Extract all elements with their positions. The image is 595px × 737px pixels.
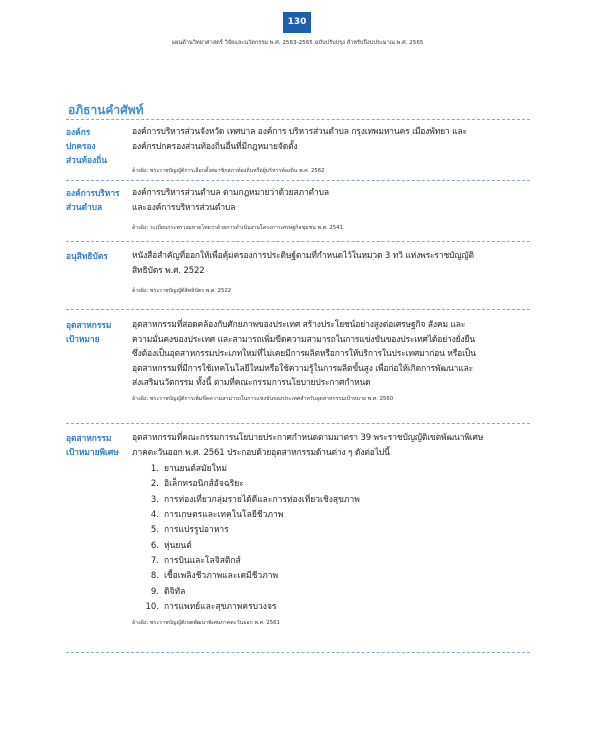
definition-line: ส่งเสริมนวัตกรรม ทั้งนี้ ตามที่คณะกรรมการนโยบายประกาศกำหนด — [132, 378, 371, 389]
page-number: 130 — [283, 12, 311, 33]
term-line: อุตสาหกรรม — [66, 320, 112, 330]
list-item-number: 9. — [150, 586, 159, 597]
list-item — [132, 539, 530, 554]
list-item-number: 2. — [150, 479, 159, 490]
term-line: อนุสิทธิบัตร — [66, 251, 108, 261]
glossary-definition — [132, 186, 530, 232]
list-item — [132, 493, 530, 508]
list-item-number: 3. — [150, 494, 159, 505]
definition-line: สิทธิบัตร พ.ศ. 2522 — [132, 265, 205, 276]
running-header: แผนด้านวิทยาศาสตร์ วิจัยและนวัตกรรม พ.ศ. 2563-2565 ฉบับปรับปรุง สำหรับปีงบประมาณ พ.ศ. 2565 — [171, 40, 424, 46]
list-item-text: เชื้อเพลิงชีวภาพและเคมีชีวภาพ — [164, 571, 279, 582]
glossary-definition — [132, 249, 530, 295]
list-item-number: 1. — [150, 464, 159, 475]
glossary-term — [66, 431, 128, 459]
term-line: ปกครอง — [66, 141, 96, 151]
definition-line: อุตสาหกรรมที่คณะกรรมการนโยบายประกาศกำหนดตามมาตรา 39 พระราชบัญญัติเขตพัฒนาพิเศษ — [132, 433, 484, 443]
list-item — [132, 523, 530, 538]
section-divider — [66, 119, 530, 120]
glossary-term — [66, 125, 128, 167]
list-item-text: อิเล็กทรอนิกส์อัจฉริยะ — [164, 479, 244, 490]
list-item-text: ดิจิทัล — [164, 586, 186, 597]
term-line: องค์การบริหาร — [66, 188, 120, 198]
term-line: ส่วนท้องถิ่น — [66, 155, 107, 165]
definition-line: องค์การบริหารส่วนจังหวัด เทศบาล องค์การ บริหารส่วนตำบล กรุงเทพมหานคร เมืองพัทยา และ — [132, 127, 467, 137]
definition-line: องค์กรปกครองส่วนท้องถิ่นอื่นที่มีกฎหมายจัดตั้ง — [132, 141, 298, 152]
list-item-number: 5. — [150, 525, 159, 536]
definition-line: หนังสือสำคัญที่ออกให้เพื่อคุ้มครองการประดิษฐ์ตามที่กำหนดไว้ในหมวด 3 ทวิ แห่งพระราชบัญญัติ — [132, 251, 474, 261]
term-line: อุตสาหกรรม — [66, 433, 112, 443]
list-item — [132, 569, 530, 584]
list-item-text: การแพทย์และสุขภาพครบวงจร — [164, 601, 277, 612]
glossary-definition — [132, 318, 530, 403]
list-item-number: 10. — [145, 601, 159, 612]
reference-note: อ้างอิง: พระราชบัญญัติเขตพัฒนาพิเศษภาคตะวันออก พ.ศ. 2561 — [132, 620, 280, 627]
list-item-number: 4. — [150, 510, 159, 521]
reference-note: อ้างอิง: พระราชบัญญัติสิทธิบัตร พ.ศ. 2522 — [132, 288, 232, 295]
list-item-text: ยานยนต์สมัยใหม่ — [164, 464, 228, 475]
list-item-number: 8. — [150, 571, 159, 582]
list-item — [132, 477, 530, 492]
list-item — [132, 554, 530, 569]
term-line: องค์กร — [66, 127, 91, 137]
list-item-text: การท่องเที่ยวกลุ่มรายได้ดีและการท่องเที่ยวเชิงสุขภาพ — [164, 494, 360, 505]
definition-line: และองค์การบริหารส่วนตำบล — [132, 202, 236, 213]
list-item-text: การเกษตรและเทคโนโลยีชีวภาพ — [164, 510, 284, 521]
entry-divider — [66, 309, 530, 310]
definition-line: ภาคตะวันออก พ.ศ. 2561 ประกอบด้วยอุตสาหกรรมด้านต่าง ๆ ดังต่อไปนี้ — [132, 447, 390, 458]
list-item-text: การแปรรูปอาหาร — [164, 525, 229, 536]
list-item — [132, 508, 530, 523]
list-item-text: หุ่นยนต์ — [164, 540, 192, 551]
list-item — [132, 462, 530, 477]
definition-line: อุตสาหกรรมที่สอดคล้องกับศักยภาพของประเทศ สร้างประโยชน์อย่างสูงต่อเศรษฐกิจ สังคม และ — [132, 320, 466, 330]
term-line: ส่วนตำบล — [66, 202, 103, 212]
definition-line: ความมั่นคงของประเทศ และสามารถเพิ่มขีดความสามารถในการแข่งขันของประเทศได้อย่างยั่งยืน — [132, 334, 475, 345]
glossary-term — [66, 249, 128, 263]
entry-divider — [66, 180, 530, 181]
reference-note: อ้างอิง: พระราชบัญญัติการเพิ่มขีดความสามารถในการแข่งขันของประเทศสำหรับอุตสาหกรรมเป้าหมาย พ.ศ. 2560 — [132, 395, 394, 402]
term-line: เป้าหมาย — [66, 334, 100, 344]
list-item-number: 7. — [150, 555, 159, 566]
list-item — [132, 600, 530, 615]
entry-divider — [66, 423, 530, 424]
definition-line: อุตสาหกรรมที่มีการใช้เทคโนโลยีใหม่หรือใช้ความรู้ในการผลิตขั้นสูง เพื่อก่อให้เกิดการพัฒนาและ — [132, 363, 474, 374]
term-line: เป้าหมายพิเศษ — [66, 447, 119, 457]
reference-note: อ้างอิง: ระเบียบกระทรวงมหาดไทยว่าด้วยการดำเนินงานโครงการเศรษฐกิจชุมชน พ.ศ. 2541 — [132, 225, 343, 232]
section-title: อภิธานคำศัพท์ — [68, 103, 144, 117]
definition-line: ซึ่งต้องเป็นอุตสาหกรรมประเภทใหม่ที่ไม่เคยมีการผลิตหรือการให้บริการในประเทศมาก่อน หรือเป็น — [132, 349, 476, 360]
list-item — [132, 585, 530, 600]
definition-line: องค์การบริหารส่วนตำบล ตามกฎหมายว่าด้วยสภาตำบล — [132, 188, 329, 198]
glossary-definition — [132, 431, 530, 627]
entry-divider — [66, 652, 530, 653]
glossary-definition — [132, 125, 530, 175]
list-item-number: 6. — [150, 540, 159, 551]
glossary-term — [66, 186, 128, 214]
reference-note: อ้างอิง: พระราชบัญญัติการเลือกตั้งสมาชิกสภาท้องถิ่นหรือผู้บริหารท้องถิ่น พ.ศ. 2562 — [132, 168, 325, 175]
entry-divider — [66, 241, 530, 242]
industry-list — [132, 462, 530, 615]
list-item-text: การบินและโลจิสติกส์ — [164, 555, 241, 566]
glossary-term — [66, 318, 128, 346]
